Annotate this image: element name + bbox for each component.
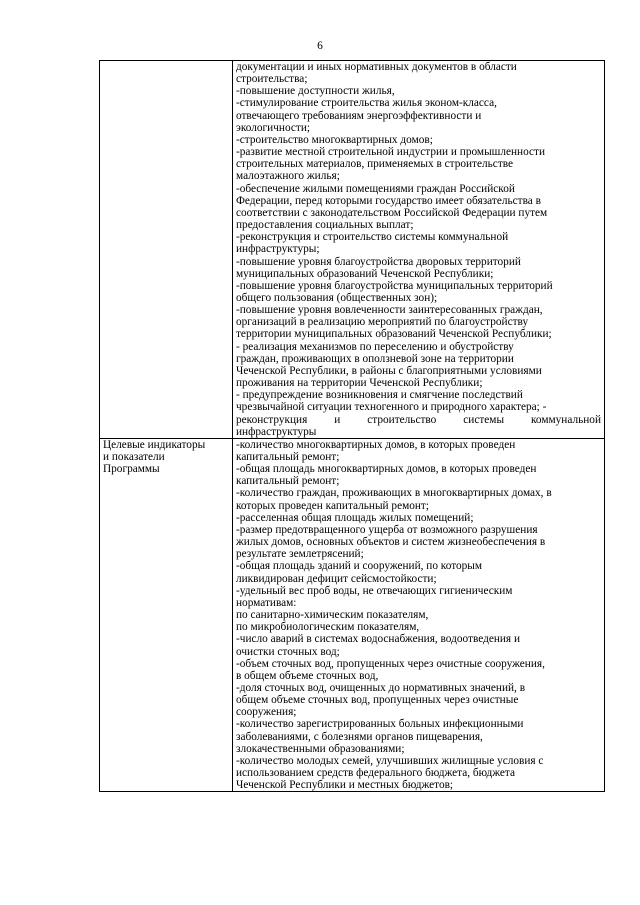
text-line: граждан, проживающих в оползневой зоне на территории — [236, 352, 514, 365]
text-line: общего пользования (общественных зон); — [236, 291, 438, 304]
text-line: общем объеме сточных вод, пропущенных через очистные — [236, 694, 519, 707]
text-line: использованием средств федерального бюджета, бюджета — [236, 767, 516, 780]
text-line: отвечающего требованиям энергоэффективности и — [236, 109, 482, 122]
text-line: реконструкция и строительство системы коммунальной — [236, 413, 601, 426]
indicators-label-cell — [100, 438, 233, 792]
text-line: -обеспечение жилыми помещениями граждан Российской — [236, 182, 515, 195]
text-line: -повышение доступности жилья, — [236, 85, 395, 98]
text-line: предоставления социальных выплат; — [236, 219, 414, 232]
row-label-line: Целевые индикаторы — [103, 438, 206, 451]
text-line: инфраструктуры; — [236, 243, 320, 256]
text-line: -размер предотвращенного ущерба от возможного разрушения — [236, 523, 538, 536]
program-passport-table — [99, 60, 605, 792]
text-line: нормативам: — [236, 596, 297, 609]
text-line: малоэтажного жилья; — [236, 170, 340, 183]
text-line: -количество зарегистрированных больных инфекционными — [236, 718, 524, 731]
row-label-line: и показатели — [103, 451, 165, 463]
text-line: -общая площадь зданий и сооружений, по которым — [236, 560, 483, 573]
row-label-line: Программы — [103, 463, 160, 476]
table-row-indicators — [100, 438, 605, 792]
indicators-cell — [233, 438, 605, 792]
text-line: - предупреждение возникновения и смягчение последствий — [236, 389, 523, 402]
text-line: капитальный ремонт; — [236, 475, 340, 488]
text-line: -количество граждан, проживающих в многоквартирных домах, в — [236, 487, 552, 500]
text-line: капитальный ремонт; — [236, 451, 340, 463]
text-line: проживания на территории Чеченской Республики; — [236, 377, 483, 390]
text-line: Федерации, перед которыми государство имеет обязательства в — [236, 194, 541, 207]
text-line: -количество молодых семей, улучшивших жилищные условия с — [236, 754, 544, 767]
text-line: злокачественными образованиями; — [236, 742, 405, 755]
text-line: -доля сточных вод, очищенных до нормативных значений, в — [236, 681, 526, 694]
text-line: -количество многоквартирных домов, в которых проведен — [236, 438, 516, 451]
text-line: инфраструктуры — [236, 425, 317, 438]
text-line: -число аварий в системах водоснабжения, водоотведения и — [236, 633, 520, 646]
text-line: экологичности; — [236, 121, 311, 134]
page-number: 6 — [317, 40, 323, 52]
text-line: строительных материалов, применяемых в строительстве — [236, 158, 514, 171]
text-line: -повышение уровня благоустройства муниципальных территорий — [236, 279, 553, 292]
text-line: жилых домов, основных объектов и систем жизнеобеспечения в — [236, 536, 546, 549]
text-line: -развитие местной строительной индустрии и промышленности — [236, 146, 546, 159]
text-line: -реконструкция и строительство системы коммунальной — [236, 231, 509, 244]
text-line: заболеваниями, с болезнями органов пищеварения, — [236, 730, 483, 743]
text-line: -расселенная общая площадь жилых помещений; — [236, 511, 474, 524]
text-line: чрезвычайной ситуации техногенного и природного характера; - — [236, 401, 547, 414]
text-line: муниципальных образований Чеченской Республики; — [236, 267, 494, 280]
text-line: документации и иных нормативных документов в области — [236, 61, 517, 73]
text-line: ликвидирован дефицит сейсмостойкости; — [236, 572, 437, 585]
text-line: Чеченской Республики, в районы с благоприятными условиями — [236, 364, 542, 377]
text-line: -удельный вес проб воды, не отвечающих гигиеническим — [236, 584, 513, 597]
text-line: очистки сточных вод; — [236, 645, 340, 658]
table-row-tasks — [100, 61, 605, 439]
text-line: строительства; — [236, 73, 308, 86]
text-line: Чеченской Республики и местных бюджетов; — [236, 779, 454, 792]
tasks-cell — [233, 61, 605, 439]
row-label-cell — [100, 61, 233, 439]
text-line: -общая площадь многоквартирных домов, в которых проведен — [236, 463, 537, 476]
text-line: соответствии с законодательством Российской Федерации путем — [236, 206, 548, 219]
text-line: -повышение уровня благоустройства дворовых территорий — [236, 255, 521, 268]
text-line: сооружения; — [236, 706, 297, 719]
text-line: -стимулирование строительства жилья эконом-класса, — [236, 97, 497, 110]
text-line: результате землетрясений; — [236, 548, 364, 561]
text-line: по санитарно-химическим показателям, — [236, 609, 429, 622]
text-line: -повышение уровня вовлеченности заинтересованных граждан, — [236, 304, 543, 317]
text-line: - реализация механизмов по переселению и обустройству — [236, 340, 514, 353]
text-line: -объем сточных вод, пропущенных через очистные сооружения, — [236, 657, 545, 670]
text-line: по микробиологическим показателям, — [236, 621, 420, 634]
text-line: территории муниципальных образований Чеченской Республики; — [236, 328, 552, 341]
text-line: которых проведен капитальный ремонт; — [236, 499, 430, 512]
text-line: организаций в реализацию мероприятий по благоустройству — [236, 316, 529, 329]
text-line: -строительство многоквартирных домов; — [236, 133, 433, 146]
text-line: в общем объеме сточных вод, — [236, 669, 379, 682]
